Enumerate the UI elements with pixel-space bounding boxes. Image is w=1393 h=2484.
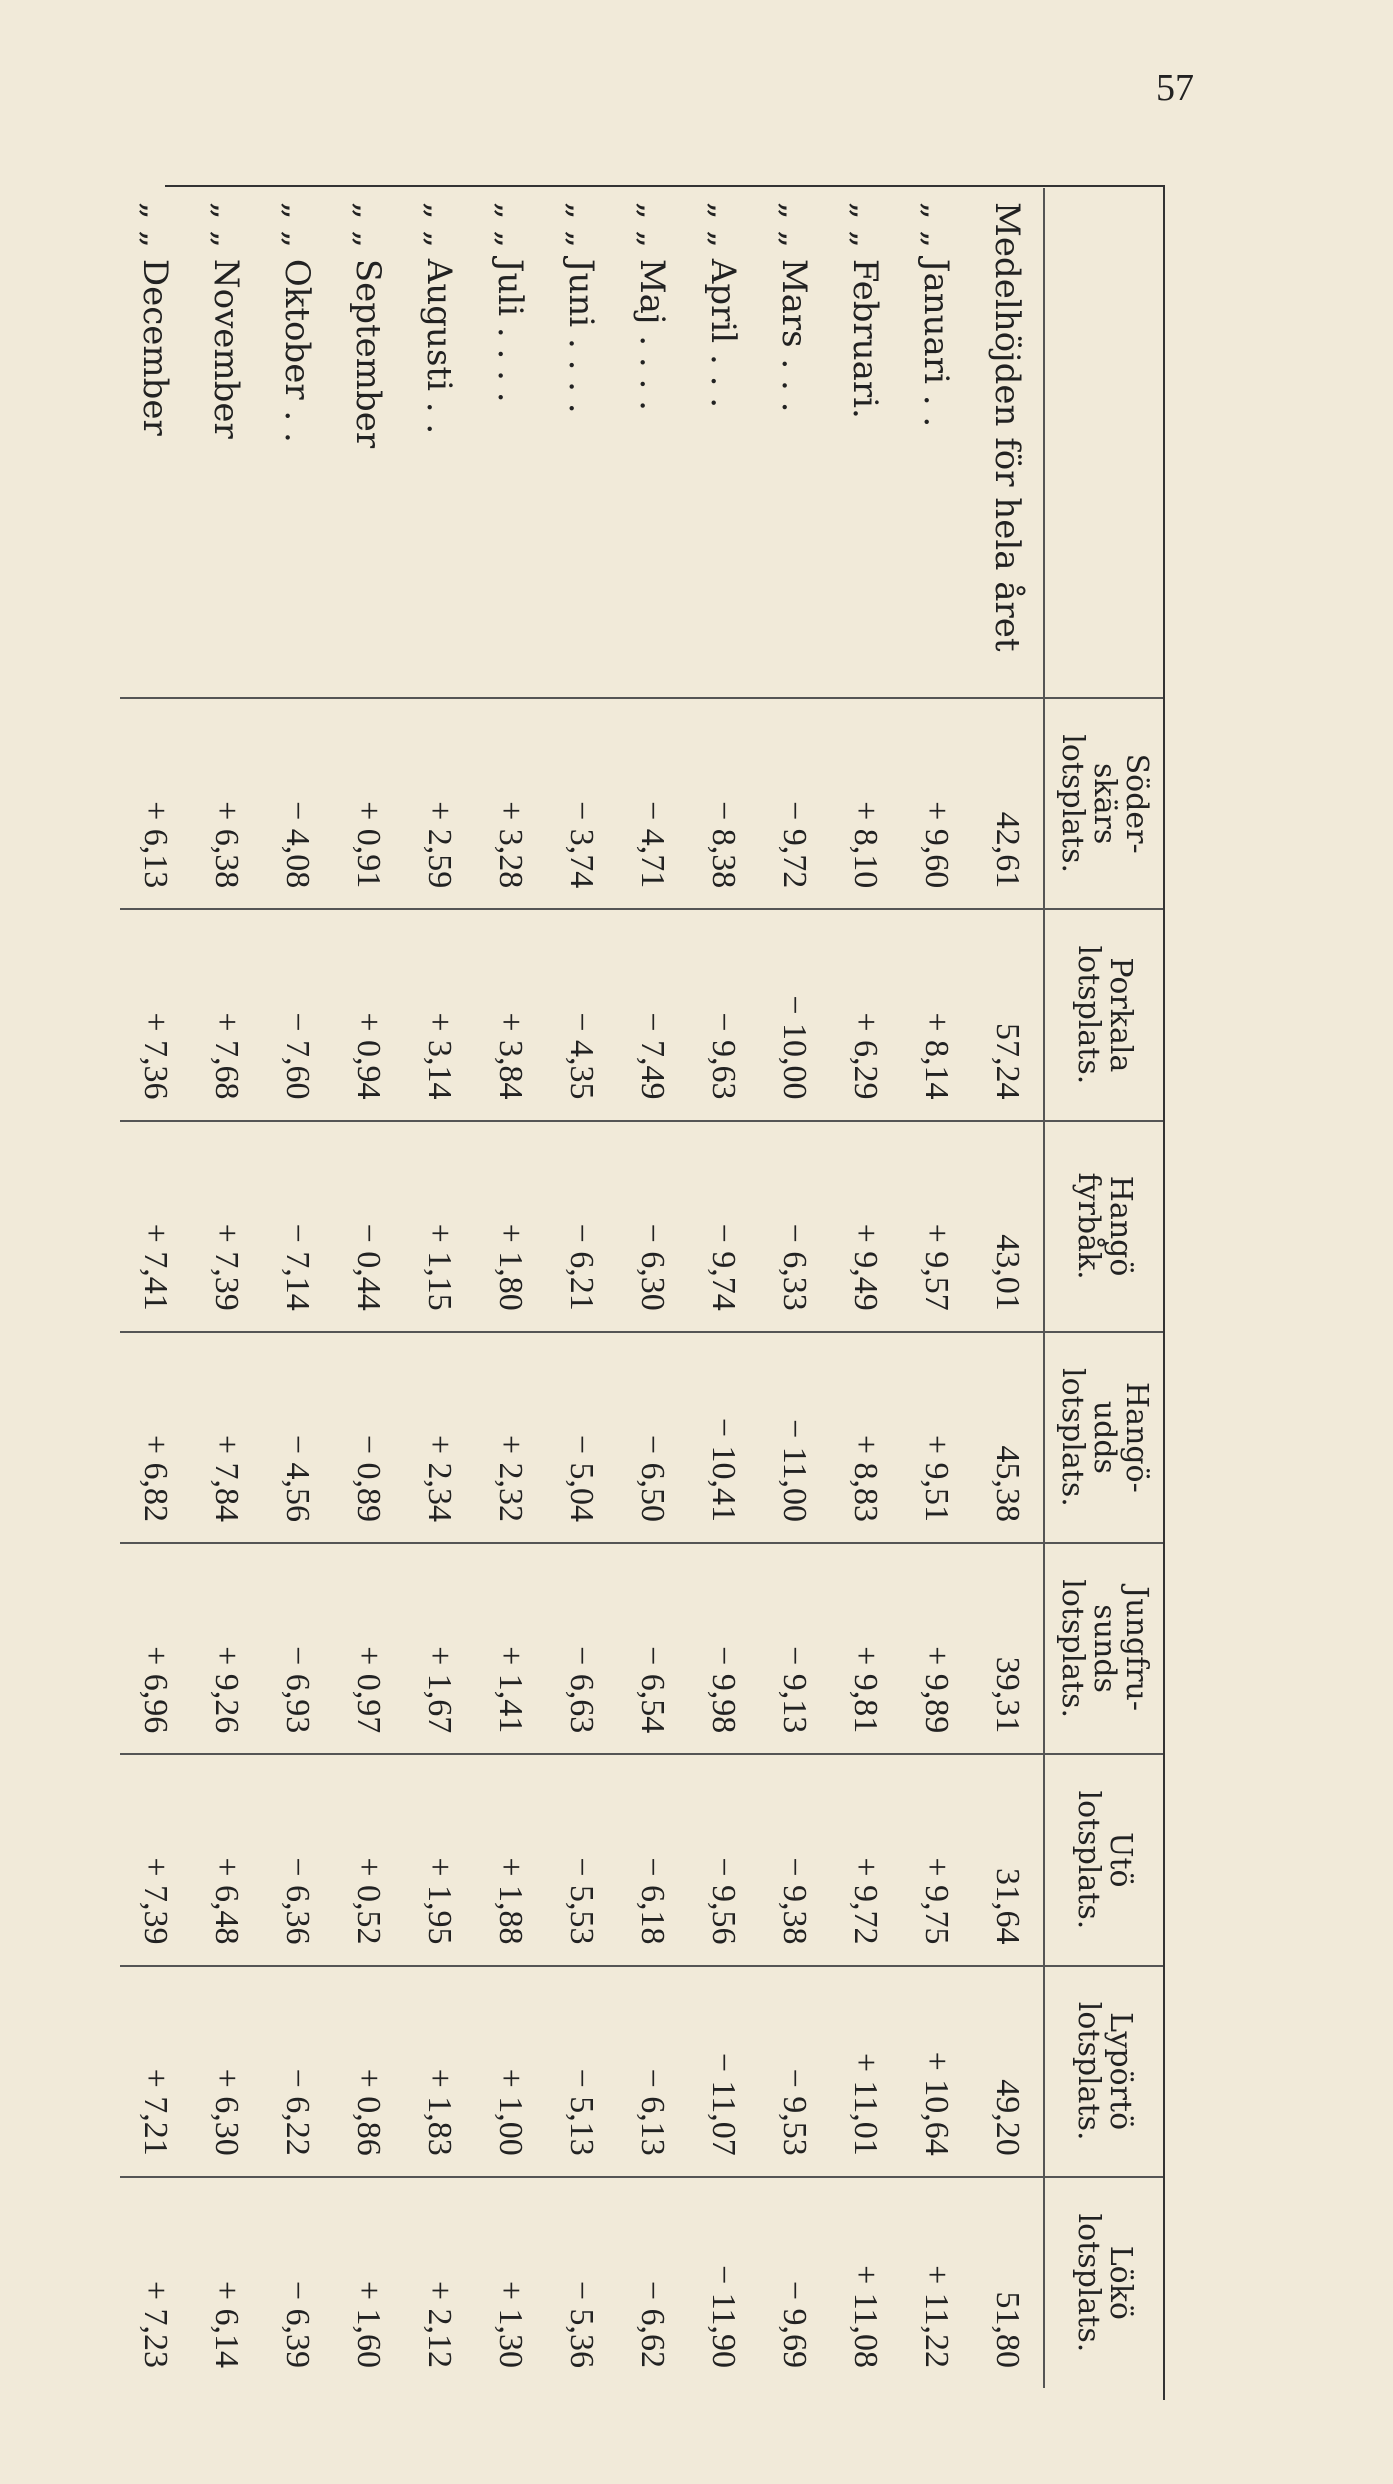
table-body (120, 188, 1044, 2388)
value-cell: + 9,81 (830, 1543, 901, 1754)
value-cell: + 3,14 (404, 909, 475, 1120)
value-cell: − 4,35 (546, 909, 617, 1120)
value-cell: − 7,49 (617, 909, 688, 1120)
value-cell: + 7,23 (120, 2177, 191, 2388)
value-cell: − 6,36 (262, 1754, 333, 1965)
value-cell: 43,01 (972, 1121, 1044, 1332)
right-rule (1163, 185, 1165, 2400)
value-cell: − 7,14 (262, 1121, 333, 1332)
row-label: „ „ Januari . . (916, 202, 957, 428)
month-row (262, 188, 333, 2388)
value-cell: + 6,48 (191, 1754, 262, 1965)
value-cell: + 2,12 (404, 2177, 475, 2388)
top-rule (165, 185, 1165, 187)
station-header: Hangö fyrbåk. (1044, 1121, 1163, 1332)
value-cell: + 8,83 (830, 1332, 901, 1543)
value-cell: − 9,72 (759, 698, 830, 909)
month-row (830, 188, 901, 2388)
station-header-row (1044, 188, 1163, 2388)
value-cell: + 7,36 (120, 909, 191, 1120)
row-label: „ „ Juni . . . . (561, 202, 602, 414)
value-cell: − 6,50 (617, 1332, 688, 1543)
value-cell: − 10,00 (759, 909, 830, 1120)
station-header: Utö lotsplats. (1044, 1754, 1163, 1965)
value-cell: 31,64 (972, 1754, 1044, 1965)
value-cell: − 5,53 (546, 1754, 617, 1965)
value-cell: − 9,56 (688, 1754, 759, 1965)
value-cell: + 1,95 (404, 1754, 475, 1965)
month-row (759, 188, 830, 2388)
value-cell: − 10,41 (688, 1332, 759, 1543)
water-level-table (120, 188, 1163, 2388)
value-cell: − 4,71 (617, 698, 688, 909)
value-cell: − 4,08 (262, 698, 333, 909)
month-row (617, 188, 688, 2388)
value-cell: 49,20 (972, 1966, 1044, 2177)
rotated-table-wrapper (135, 188, 1163, 2388)
value-cell: + 7,39 (191, 1121, 262, 1332)
value-cell: + 8,10 (830, 698, 901, 909)
value-cell: + 0,94 (333, 909, 404, 1120)
value-cell: − 6,93 (262, 1543, 333, 1754)
value-cell: + 9,49 (830, 1121, 901, 1332)
value-cell: + 11,22 (901, 2177, 972, 2388)
value-cell: − 6,33 (759, 1121, 830, 1332)
value-cell: − 5,13 (546, 1966, 617, 2177)
value-cell: + 9,72 (830, 1754, 901, 1965)
value-cell: − 7,60 (262, 909, 333, 1120)
value-cell: − 11,90 (688, 2177, 759, 2388)
month-row (901, 188, 972, 2388)
value-cell: + 2,34 (404, 1332, 475, 1543)
value-cell: − 3,74 (546, 698, 617, 909)
value-cell: + 2,59 (404, 698, 475, 909)
station-header: Hangö- udds lotsplats. (1044, 1332, 1163, 1543)
value-cell: − 5,04 (546, 1332, 617, 1543)
value-cell: + 7,84 (191, 1332, 262, 1543)
station-header: Söder- skärs lotsplats. (1044, 698, 1163, 909)
value-cell: − 9,98 (688, 1543, 759, 1754)
value-cell: − 6,54 (617, 1543, 688, 1754)
value-cell: + 1,41 (475, 1543, 546, 1754)
value-cell: + 6,38 (191, 698, 262, 909)
value-cell: + 1,67 (404, 1543, 475, 1754)
row-label: „ „ Augusti . . (419, 202, 460, 435)
value-cell: + 6,14 (191, 2177, 262, 2388)
value-cell: + 7,41 (120, 1121, 191, 1332)
value-cell: + 3,28 (475, 698, 546, 909)
value-cell: + 11,01 (830, 1966, 901, 2177)
month-row (120, 188, 191, 2388)
month-row (688, 188, 759, 2388)
value-cell: − 6,22 (262, 1966, 333, 2177)
value-cell: + 9,60 (901, 698, 972, 909)
value-cell: − 11,07 (688, 1966, 759, 2177)
value-cell: − 9,74 (688, 1121, 759, 1332)
value-cell: + 9,89 (901, 1543, 972, 1754)
month-row (191, 188, 262, 2388)
value-cell: + 9,57 (901, 1121, 972, 1332)
month-row (475, 188, 546, 2388)
page-number: 57 (1156, 67, 1194, 109)
row-label: Medelhöjden för hela året (987, 202, 1028, 652)
row-label: „ „ Mars . . . (774, 202, 815, 413)
value-cell: + 7,68 (191, 909, 262, 1120)
value-cell: + 0,86 (333, 1966, 404, 2177)
value-cell: − 8,38 (688, 698, 759, 909)
value-cell: − 9,13 (759, 1543, 830, 1754)
value-cell: + 9,75 (901, 1754, 972, 1965)
row-label: „ „ April . . . (703, 202, 744, 409)
value-cell: − 6,13 (617, 1966, 688, 2177)
value-cell: 45,38 (972, 1332, 1044, 1543)
station-header: Porkala lotsplats. (1044, 909, 1163, 1120)
value-cell: 57,24 (972, 909, 1044, 1120)
station-header: Lökö lotsplats. (1044, 2177, 1163, 2388)
row-label: „ „ Juli . . . . (490, 202, 531, 403)
value-cell: + 11,08 (830, 2177, 901, 2388)
value-cell: + 1,80 (475, 1121, 546, 1332)
value-cell: − 9,63 (688, 909, 759, 1120)
row-label: „ „ Februari. (845, 202, 886, 419)
value-cell: − 6,39 (262, 2177, 333, 2388)
value-cell: + 2,32 (475, 1332, 546, 1543)
value-cell: − 9,53 (759, 1966, 830, 2177)
value-cell: + 1,00 (475, 1966, 546, 2177)
value-cell: − 0,89 (333, 1332, 404, 1543)
month-row (404, 188, 475, 2388)
value-cell: − 9,38 (759, 1754, 830, 1965)
value-cell: − 9,69 (759, 2177, 830, 2388)
value-cell: 39,31 (972, 1543, 1044, 1754)
value-cell: + 6,29 (830, 909, 901, 1120)
value-cell: − 11,00 (759, 1332, 830, 1543)
value-cell: + 0,91 (333, 698, 404, 909)
value-cell: + 6,82 (120, 1332, 191, 1543)
value-cell: + 7,21 (120, 1966, 191, 2177)
value-cell: + 1,15 (404, 1121, 475, 1332)
value-cell: + 1,88 (475, 1754, 546, 1965)
value-cell: − 0,44 (333, 1121, 404, 1332)
value-cell: + 8,14 (901, 909, 972, 1120)
value-cell: 51,80 (972, 2177, 1044, 2388)
value-cell: + 0,97 (333, 1543, 404, 1754)
value-cell: + 9,26 (191, 1543, 262, 1754)
station-header: Jungfru- sunds lotsplats. (1044, 1543, 1163, 1754)
month-row (546, 188, 617, 2388)
month-row (333, 188, 404, 2388)
value-cell: + 6,30 (191, 1966, 262, 2177)
value-cell: + 3,84 (475, 909, 546, 1120)
value-cell: + 10,64 (901, 1966, 972, 2177)
value-cell: + 6,13 (120, 698, 191, 909)
value-cell: − 6,63 (546, 1543, 617, 1754)
value-cell: − 4,56 (262, 1332, 333, 1543)
value-cell: − 6,62 (617, 2177, 688, 2388)
value-cell: + 1,60 (333, 2177, 404, 2388)
value-cell: − 6,21 (546, 1121, 617, 1332)
header-corner (1044, 188, 1163, 698)
value-cell: + 6,96 (120, 1543, 191, 1754)
row-label: „ „ November (206, 202, 247, 439)
value-cell: + 7,39 (120, 1754, 191, 1965)
value-cell: − 5,36 (546, 2177, 617, 2388)
annual-mean-row (972, 188, 1044, 2388)
value-cell: + 1,83 (404, 1966, 475, 2177)
value-cell: − 6,30 (617, 1121, 688, 1332)
value-cell: + 1,30 (475, 2177, 546, 2388)
row-label: „ „ Maj . . . . (632, 202, 673, 411)
value-cell: 42,61 (972, 698, 1044, 909)
value-cell: − 6,18 (617, 1754, 688, 1965)
row-label: „ „ December (135, 202, 176, 436)
row-label: „ „ Oktober . . (277, 202, 318, 443)
value-cell: + 9,51 (901, 1332, 972, 1543)
value-cell: + 0,52 (333, 1754, 404, 1965)
station-header: Lypörtö lotsplats. (1044, 1966, 1163, 2177)
row-label: „ „ September (348, 202, 389, 449)
